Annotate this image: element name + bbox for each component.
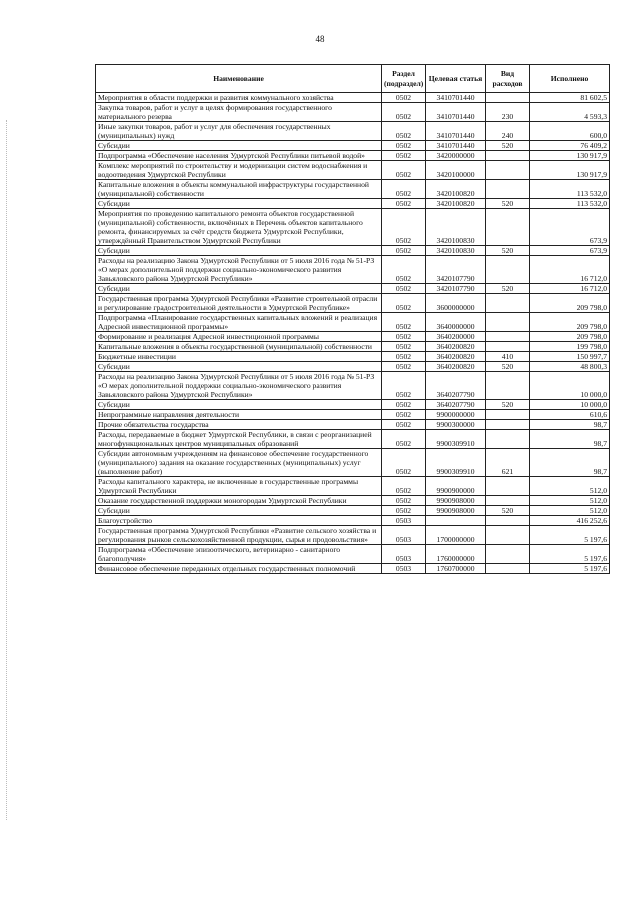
cell-article: 9900300000 <box>426 420 486 430</box>
cell-amount: 600,0 <box>530 122 610 141</box>
cell-article: 3410701440 <box>426 93 486 103</box>
cell-name: Непрограммные направления деятельности <box>96 410 382 420</box>
cell-name: Иные закупки товаров, работ и услуг для обеспечения государственных (муниципальных) нужд <box>96 122 382 141</box>
table-row <box>96 410 610 420</box>
table-row <box>96 209 610 246</box>
table-row <box>96 151 610 161</box>
cell-kind: 520 <box>486 506 530 516</box>
table-row <box>96 526 610 545</box>
cell-article: 9900309910 <box>426 449 486 477</box>
cell-article: 3640200820 <box>426 362 486 372</box>
cell-article: 3600000000 <box>426 294 486 313</box>
cell-amount: 98,7 <box>530 430 610 449</box>
table-row <box>96 246 610 256</box>
cell-name: Оказание государственной поддержки моногородам Удмуртской Республики <box>96 496 382 506</box>
table-row <box>96 430 610 449</box>
cell-article: 3420000000 <box>426 151 486 161</box>
cell-kind: 520 <box>486 199 530 209</box>
cell-amount: 150 997,7 <box>530 352 610 362</box>
cell-section: 0503 <box>382 516 426 526</box>
cell-kind: 410 <box>486 352 530 362</box>
cell-amount: 5 197,6 <box>530 545 610 564</box>
cell-kind <box>486 372 530 400</box>
cell-section: 0502 <box>382 430 426 449</box>
cell-kind <box>486 151 530 161</box>
cell-amount: 673,9 <box>530 209 610 246</box>
cell-section: 0502 <box>382 141 426 151</box>
cell-amount: 610,6 <box>530 410 610 420</box>
table-row <box>96 352 610 362</box>
cell-name: Капитальные вложения в объекты государственной (муниципальной) собственности <box>96 342 382 352</box>
cell-article: 3420100000 <box>426 161 486 180</box>
cell-section: 0503 <box>382 545 426 564</box>
cell-article: 1760700000 <box>426 564 486 574</box>
cell-kind: 230 <box>486 103 530 122</box>
cell-name: Комплекс мероприятий по строительству и модернизации систем водоснабжения и водоотведения Удмуртской Республики <box>96 161 382 180</box>
cell-kind <box>486 161 530 180</box>
header-amount: Исполнено <box>530 65 610 93</box>
cell-name: Расходы капитального характера, не включенные в государственные программы Удмуртской Республики <box>96 477 382 496</box>
table-row <box>96 103 610 122</box>
cell-name: Субсидии <box>96 246 382 256</box>
cell-name: Бюджетные инвестиции <box>96 352 382 362</box>
cell-kind: 621 <box>486 449 530 477</box>
table-header-row <box>96 65 610 93</box>
cell-article: 3640207790 <box>426 372 486 400</box>
cell-section: 0502 <box>382 342 426 352</box>
cell-section: 0502 <box>382 362 426 372</box>
cell-amount: 512,0 <box>530 496 610 506</box>
cell-kind <box>486 342 530 352</box>
cell-section: 0502 <box>382 122 426 141</box>
cell-article: 3640200000 <box>426 332 486 342</box>
cell-kind: 520 <box>486 400 530 410</box>
header-article: Целевая статья <box>426 65 486 93</box>
cell-amount: 10 000,0 <box>530 372 610 400</box>
cell-section: 0502 <box>382 93 426 103</box>
table-row <box>96 506 610 516</box>
header-section: Раздел (подраздел) <box>382 65 426 93</box>
cell-name: Мероприятия по проведению капитального ремонта объектов государственной (муниципальной) собственности, включённых в Перечень объектов капитального ремонта, финансируемых за счёт средств бюджета Удмуртской Республики, утверждённый Правительством Удмуртской Республики <box>96 209 382 246</box>
cell-section: 0502 <box>382 372 426 400</box>
table-row <box>96 477 610 496</box>
cell-name: Субсидии <box>96 284 382 294</box>
cell-amount: 98,7 <box>530 449 610 477</box>
cell-article: 9900908000 <box>426 496 486 506</box>
table-row <box>96 342 610 352</box>
table-row <box>96 180 610 199</box>
cell-name: Государственная программа Удмуртской Республики «Развитие сельского хозяйства и регулирования рынков сельскохозяйственной продукции, сырья и продовольствия» <box>96 526 382 545</box>
cell-article: 3420100830 <box>426 246 486 256</box>
table-row <box>96 332 610 342</box>
table-row <box>96 313 610 332</box>
cell-amount: 209 798,0 <box>530 294 610 313</box>
cell-section: 0502 <box>382 449 426 477</box>
cell-section: 0502 <box>382 294 426 313</box>
cell-section: 0502 <box>382 506 426 516</box>
cell-section: 0502 <box>382 400 426 410</box>
cell-article: 3640000000 <box>426 313 486 332</box>
table-row <box>96 256 610 284</box>
cell-article: 3640200820 <box>426 352 486 362</box>
cell-section: 0502 <box>382 284 426 294</box>
cell-amount: 81 602,5 <box>530 93 610 103</box>
cell-name: Субсидии <box>96 199 382 209</box>
table-row <box>96 564 610 574</box>
cell-article: 3410701440 <box>426 103 486 122</box>
cell-name: Формирование и реализация Адресной инвестиционной программы <box>96 332 382 342</box>
cell-amount: 76 409,2 <box>530 141 610 151</box>
cell-article: 3640200820 <box>426 342 486 352</box>
table-body <box>96 93 610 574</box>
cell-section: 0503 <box>382 564 426 574</box>
cell-name: Субсидии автономным учреждениям на финансовое обеспечение государственного (муниципального) задания на оказание государственных (муниципальных) услуг (выполнение работ) <box>96 449 382 477</box>
cell-section: 0502 <box>382 477 426 496</box>
cell-article: 3420100820 <box>426 180 486 199</box>
cell-section: 0502 <box>382 199 426 209</box>
cell-section: 0502 <box>382 246 426 256</box>
cell-amount: 113 532,0 <box>530 180 610 199</box>
cell-section: 0502 <box>382 161 426 180</box>
cell-name: Субсидии <box>96 400 382 410</box>
header-name: Наименование <box>96 65 382 93</box>
cell-section: 0502 <box>382 209 426 246</box>
cell-kind <box>486 496 530 506</box>
cell-kind <box>486 294 530 313</box>
cell-name: Подпрограмма «Обеспечение эпизоотического, ветеринарно - санитарного благополучия» <box>96 545 382 564</box>
cell-amount: 48 800,3 <box>530 362 610 372</box>
cell-amount: 512,0 <box>530 477 610 496</box>
table-row <box>96 449 610 477</box>
cell-amount: 130 917,9 <box>530 161 610 180</box>
cell-amount: 98,7 <box>530 420 610 430</box>
table-row <box>96 362 610 372</box>
cell-name: Прочие обязательства государства <box>96 420 382 430</box>
cell-name: Подпрограмма «Обеспечение населения Удмуртской Республики питьевой водой» <box>96 151 382 161</box>
cell-name: Расходы, передаваемые в бюджет Удмуртской Республики, в связи с реорганизацией многофункциональных центров муниципальных образований <box>96 430 382 449</box>
cell-article: 3410701440 <box>426 141 486 151</box>
table-row <box>96 161 610 180</box>
cell-article: 3420107790 <box>426 256 486 284</box>
cell-amount: 673,9 <box>530 246 610 256</box>
budget-table <box>95 64 610 574</box>
cell-name: Государственная программа Удмуртской Республики «Развитие строительной отрасли и регулирование градостроительной деятельности в Удмуртской Республике» <box>96 294 382 313</box>
cell-kind: 520 <box>486 284 530 294</box>
cell-section: 0502 <box>382 332 426 342</box>
cell-section: 0502 <box>382 496 426 506</box>
cell-amount: 416 252,6 <box>530 516 610 526</box>
cell-kind <box>486 410 530 420</box>
cell-section: 0502 <box>382 420 426 430</box>
cell-kind: 520 <box>486 246 530 256</box>
cell-article: 3420100820 <box>426 199 486 209</box>
cell-article: 1700000000 <box>426 526 486 545</box>
cell-section: 0502 <box>382 256 426 284</box>
cell-name: Подпрограмма «Планирование государственных капитальных вложений и реализация Адресной инвестиционной программы» <box>96 313 382 332</box>
cell-kind <box>486 526 530 545</box>
cell-kind <box>486 180 530 199</box>
cell-amount: 16 712,0 <box>530 284 610 294</box>
cell-name: Расходы на реализацию Закона Удмуртской Республики от 5 июля 2016 года № 51-РЗ «О мерах дополнительной поддержки социально-экономического развития Завьяловского района Удмуртской Республики» <box>96 372 382 400</box>
cell-amount: 209 798,0 <box>530 313 610 332</box>
cell-article <box>426 516 486 526</box>
cell-kind <box>486 93 530 103</box>
cell-kind <box>486 516 530 526</box>
cell-section: 0502 <box>382 352 426 362</box>
table-row <box>96 496 610 506</box>
cell-section: 0502 <box>382 151 426 161</box>
cell-kind <box>486 477 530 496</box>
cell-amount: 209 798,0 <box>530 332 610 342</box>
cell-amount: 4 593,3 <box>530 103 610 122</box>
table-row <box>96 284 610 294</box>
cell-kind <box>486 332 530 342</box>
cell-kind <box>486 430 530 449</box>
table-row <box>96 294 610 313</box>
cell-kind: 520 <box>486 141 530 151</box>
cell-section: 0502 <box>382 410 426 420</box>
cell-article: 3420107790 <box>426 284 486 294</box>
table-row <box>96 122 610 141</box>
cell-amount: 16 712,0 <box>530 256 610 284</box>
cell-article: 9900000000 <box>426 410 486 420</box>
table-row <box>96 199 610 209</box>
cell-article: 1760000000 <box>426 545 486 564</box>
cell-section: 0502 <box>382 313 426 332</box>
cell-amount: 5 197,6 <box>530 526 610 545</box>
cell-name: Субсидии <box>96 362 382 372</box>
table-row <box>96 372 610 400</box>
cell-article: 9900309910 <box>426 430 486 449</box>
cell-article: 3410701440 <box>426 122 486 141</box>
cell-amount: 10 000,0 <box>530 400 610 410</box>
scan-edge-marks <box>6 120 8 820</box>
cell-article: 3420100830 <box>426 209 486 246</box>
table-row <box>96 545 610 564</box>
cell-article: 9900900000 <box>426 477 486 496</box>
cell-name: Субсидии <box>96 141 382 151</box>
cell-section: 0502 <box>382 103 426 122</box>
cell-section: 0503 <box>382 526 426 545</box>
table-row <box>96 516 610 526</box>
cell-kind <box>486 313 530 332</box>
cell-article: 9900908000 <box>426 506 486 516</box>
cell-name: Капитальные вложения в объекты коммунальной инфраструктуры государственной (муниципальной) собственности <box>96 180 382 199</box>
cell-kind <box>486 209 530 246</box>
cell-name: Закупка товаров, работ и услуг в целях формирования государственного материального резерва <box>96 103 382 122</box>
cell-section: 0502 <box>382 180 426 199</box>
cell-amount: 130 917,9 <box>530 151 610 161</box>
cell-kind <box>486 564 530 574</box>
cell-name: Мероприятия в области поддержки и развития коммунального хозяйства <box>96 93 382 103</box>
cell-name: Расходы на реализацию Закона Удмуртской Республики от 5 июля 2016 года № 51-РЗ «О мерах дополнительной поддержки социально-экономического развития Завьяловского района Удмуртской Республики» <box>96 256 382 284</box>
header-kind: Вид расходов <box>486 65 530 93</box>
cell-kind <box>486 256 530 284</box>
cell-kind <box>486 545 530 564</box>
cell-kind: 520 <box>486 362 530 372</box>
cell-name: Финансовое обеспечение переданных отдельных государственных полномочий <box>96 564 382 574</box>
cell-name: Субсидии <box>96 506 382 516</box>
table-row <box>96 400 610 410</box>
page-number: 48 <box>315 34 325 44</box>
cell-kind: 240 <box>486 122 530 141</box>
table-row <box>96 420 610 430</box>
table-row <box>96 93 610 103</box>
cell-article: 3640207790 <box>426 400 486 410</box>
cell-amount: 5 197,6 <box>530 564 610 574</box>
cell-kind <box>486 420 530 430</box>
cell-amount: 512,0 <box>530 506 610 516</box>
cell-amount: 199 798,0 <box>530 342 610 352</box>
cell-name: Благоустройство <box>96 516 382 526</box>
cell-amount: 113 532,0 <box>530 199 610 209</box>
table-row <box>96 141 610 151</box>
